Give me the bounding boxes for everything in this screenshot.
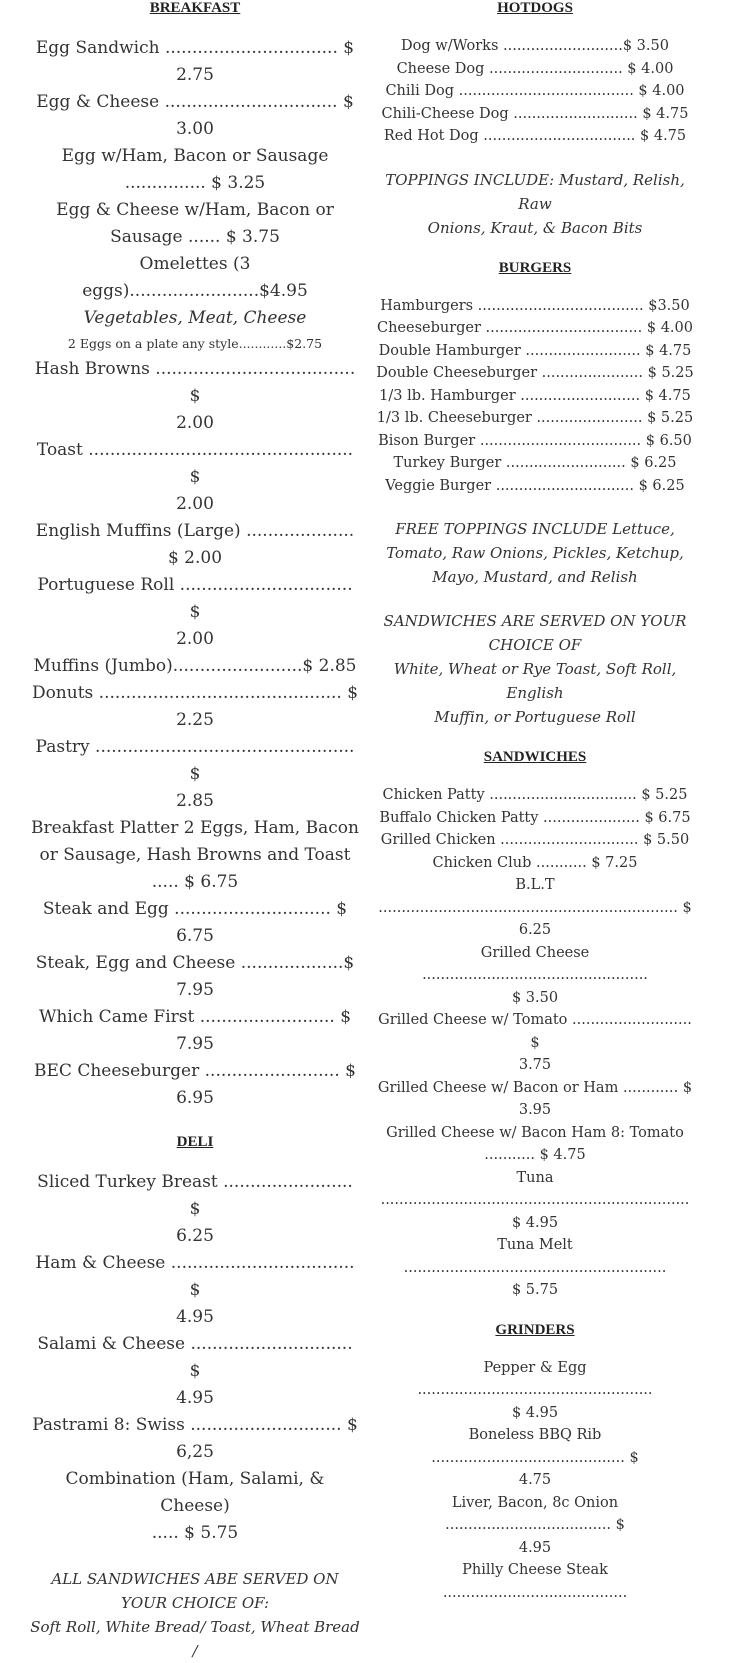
menu-line: 4.75 (518, 1472, 552, 1488)
breakfast-heading: BREAKFAST (149, 0, 241, 16)
menu-line: Cheeseburger .................................. $ 4.00 (376, 320, 693, 336)
menu-line: B.L.T ................................................................. $ (378, 877, 692, 916)
menu-line: 7.95 (176, 1034, 214, 1054)
menu-line: Grilled Cheese w/ Tomato .......................... $ (378, 1012, 692, 1051)
deli-note (30, 1567, 360, 1663)
menu-line: 2.00 (176, 413, 214, 433)
menu-line: Steak and Egg ............................. $ (42, 899, 348, 919)
note-line: CHOICE OF (488, 636, 582, 654)
note-line: Mayo, Mustard, and Relish (432, 568, 638, 586)
note-line: White, Wheat or Rye Toast, Soft Roll, English (393, 660, 677, 702)
menu-line: 6.25 (176, 1226, 214, 1246)
menu-line: Tuna Melt ......................................................... (403, 1237, 667, 1276)
menu-line: 6,25 (176, 1442, 214, 1462)
note-line: Muffin, or Portuguese Roll (434, 708, 636, 726)
menu-line: 6.95 (176, 1088, 214, 1108)
menu-line: Hamburgers .................................... $3.50 (380, 297, 690, 314)
menu-line: $ 4.95 (511, 1404, 559, 1421)
note-line: YOUR CHOICE OF: (120, 1594, 270, 1612)
menu-line: Muffins (Jumbo)........................$ 2.85 (33, 656, 357, 676)
sandwiches-heading: SANDWICHES (483, 749, 587, 765)
menu-line: Bison Burger ................................... $ 6.50 (378, 432, 692, 449)
menu-line: Portuguese Roll ................................ $ (37, 575, 353, 622)
menu-line: ............... $ 3.25 (124, 173, 266, 193)
menu-line: Turkey Burger .......................... $ 6.25 (393, 455, 677, 471)
menu-line: ..... $ 5.75 (151, 1523, 239, 1543)
menu-line: $ 3.50 (511, 989, 559, 1006)
menu-line: Philly Cheese Steak ........................................ (442, 1562, 628, 1601)
menu-line: Cheese Dog ............................. $ 4.00 (396, 60, 674, 77)
menu-line: Pastrami 8: Swiss ............................ $ (32, 1415, 358, 1435)
menu-line: Which Came First ......................... $ (38, 1007, 352, 1027)
menu-line: Salami & Cheese .............................. $ (37, 1334, 353, 1381)
menu-line: 6.75 (176, 926, 214, 946)
menu-line: Double Cheeseburger ...................... $ 5.25 (376, 365, 694, 381)
menu-line: Grilled Chicken .............................. $ 5.50 (380, 832, 690, 848)
menu-line: 3.00 (176, 119, 214, 139)
note-line: TOPPINGS INCLUDE: Mustard, Relish, Raw (385, 170, 685, 213)
menu-line: $ 2.00 (167, 548, 223, 568)
menu-line: Pastry ................................................ $ (35, 737, 355, 784)
menu-line: Donuts ............................................. $ (31, 683, 359, 703)
hotdogs-heading: HOTDOGS (497, 0, 573, 16)
eggs-plate-line: 2 Eggs on a plate any style............$2.75 (67, 336, 323, 351)
menu-line: Red Hot Dog ................................. $ 4.75 (383, 128, 687, 144)
menu-line: $ 4.95 (511, 1214, 559, 1231)
menu-line: Veggie Burger .............................. $ 6.25 (385, 477, 685, 494)
breakfast-list (30, 35, 360, 1112)
menu-line: $ 5.75 (511, 1282, 559, 1298)
menu-line: or Sausage, Hash Browns and Toast (39, 845, 351, 865)
burgers-list (375, 295, 695, 498)
deli-list (30, 1169, 360, 1547)
omelette-note: Vegetables, Meat, Cheese (83, 308, 307, 328)
note-line: Tomato, Raw Onions, Pickles, Ketchup, (386, 544, 684, 562)
menu-line: 6.25 (518, 922, 552, 938)
menu-line: Ham & Cheese .................................. $ (35, 1253, 355, 1300)
menu-line: 1/3 lb. Cheeseburger ....................... $ 5.25 (376, 410, 694, 426)
menu-line: Chili Dog ...................................... $ 4.00 (385, 83, 685, 99)
sandwiches-list (375, 784, 695, 1302)
hotdogs-toppings-note (375, 168, 695, 240)
burgers-heading: BURGERS (498, 259, 572, 276)
menu-line: 4.95 (518, 1539, 552, 1556)
right-column (375, 0, 695, 1604)
grinders-list (375, 1357, 695, 1605)
menu-line: 4.95 (176, 1307, 214, 1327)
menu-line: 3.75 (518, 1057, 552, 1073)
note-line: SANDWICHES ARE SERVED ON YOUR (383, 612, 687, 630)
menu-line: Boneless BBQ Rib .......................................... $ (431, 1427, 639, 1466)
menu-line: Grilled Cheese w/ Bacon Ham 8: Tomato (386, 1124, 684, 1141)
menu-line: Egg w/Ham, Bacon or Sausage (61, 146, 329, 166)
menu-line: Double Hamburger ......................... $ 4.75 (378, 342, 692, 359)
menu-line: Tuna ................................................................... (380, 1169, 690, 1208)
note-line: Onions, Kraut, & Bacon Bits (427, 218, 643, 237)
menu-line: 3.95 (518, 1102, 552, 1118)
menu-line: 2.85 (176, 791, 214, 811)
menu-line: 4.95 (176, 1388, 214, 1408)
menu-line: Sausage ...... $ 3.75 (110, 227, 280, 247)
hotdogs-list (375, 35, 695, 148)
menu-line: 7.95 (176, 980, 214, 1000)
left-column (30, 0, 360, 1663)
menu-line: English Muffins (Large) .................... (35, 521, 355, 541)
menu-line: Egg & Cheese w/Ham, Bacon or (56, 200, 334, 220)
menu-line: Liver, Bacon, 8c Onion .................................... $ (445, 1494, 625, 1533)
menu-line: Omelettes (3 eggs)........................$4.95 (82, 254, 308, 301)
menu-line: Chili-Cheese Dog ........................... $ 4.75 (381, 105, 689, 122)
menu-line: Chicken Patty ................................ $ 5.25 (382, 787, 688, 803)
menu-line: Breakfast Platter 2 Eggs, Ham, Bacon (31, 818, 359, 838)
deli-heading: DELI (176, 1134, 214, 1150)
menu-line: Egg & Cheese ................................ $ (36, 92, 354, 112)
menu-line: 2.25 (176, 710, 214, 730)
menu-line: Dog w/Works ..........................$ 3.50 (401, 38, 669, 54)
note-line: Soft Roll, White Bread/ Toast, Wheat Bread / (30, 1618, 360, 1660)
menu-line: Toast ................................................. $ (36, 440, 354, 487)
burgers-toppings-note (375, 517, 695, 589)
menu-line: Pepper & Egg ................................................... (417, 1359, 653, 1398)
menu-line: ........... $ 4.75 (484, 1147, 586, 1163)
menu-line: BEC Cheeseburger ......................... $ (34, 1061, 356, 1081)
menu-line: 2.00 (176, 629, 214, 649)
menu-line: Chicken Club ........... $ 7.25 (432, 854, 638, 871)
menu-line: Grilled Cheese ................................................. (422, 944, 648, 983)
menu-line: Buffalo Chicken Patty ..................... $ 6.75 (379, 809, 691, 826)
menu-line: ..... $ 6.75 (151, 872, 239, 892)
menu-line: Combination (Ham, Salami, & Cheese) (65, 1469, 325, 1516)
menu-line: Steak, Egg and Cheese ...................$ (35, 953, 355, 973)
menu-line: 1/3 lb. Hamburger .......................... $ 4.75 (379, 387, 691, 404)
note-line: FREE TOPPINGS INCLUDE Lettuce, (395, 520, 675, 538)
menu-line: 2.75 (176, 65, 214, 85)
menu-line: 2.00 (176, 494, 214, 514)
note-line: ALL SANDWICHES ABE SERVED ON (51, 1570, 339, 1588)
sandwich-bread-note (375, 609, 695, 729)
menu-line: Egg Sandwich ................................ $ (35, 38, 355, 58)
menu-line: Hash Browns ..................................... $ (34, 359, 356, 406)
menu-line: Grilled Cheese w/ Bacon or Ham ............ $ (377, 1079, 693, 1096)
menu-line: Sliced Turkey Breast ........................ $ (37, 1172, 353, 1219)
grinders-heading: GRINDERS (495, 1321, 575, 1338)
